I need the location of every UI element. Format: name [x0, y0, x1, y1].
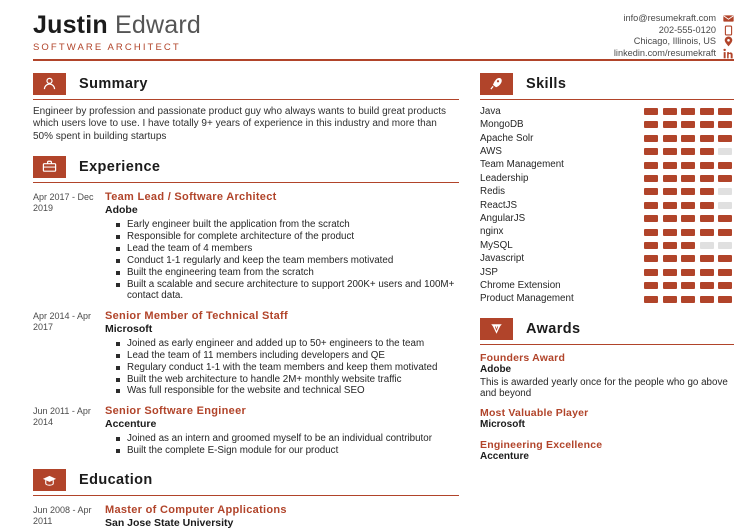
rating-square-filled	[663, 135, 677, 142]
skill-rating	[644, 188, 734, 195]
skill-list	[480, 105, 734, 306]
contact-phone[interactable]	[614, 25, 734, 37]
contact-location[interactable]	[614, 36, 734, 48]
award-org: Microsoft	[480, 419, 525, 431]
skill-name: MongoDB	[480, 119, 524, 131]
entry-company: Adobe	[105, 203, 138, 216]
experience-entry	[33, 310, 459, 398]
skill-row	[480, 279, 734, 292]
rating-square-filled	[663, 108, 677, 115]
skill-name: Apache Solr	[480, 132, 534, 144]
rating-square-filled	[663, 296, 677, 303]
bullet-item: Built the web architecture to handle 2M+ monthly website traffic	[127, 374, 459, 385]
rating-square-filled	[681, 175, 695, 182]
summary-title: Summary	[79, 75, 148, 92]
skill-rating	[644, 148, 734, 155]
skill-name: Leadership	[480, 172, 529, 184]
entry-bullets	[105, 433, 459, 456]
rating-square-filled	[700, 121, 714, 128]
rating-square-filled	[663, 148, 677, 155]
resume-body	[0, 61, 750, 530]
rating-square-filled	[663, 269, 677, 276]
rating-square-filled	[663, 202, 677, 209]
summary-text: Engineer by profession and passionate product guy who always wants to build great products which users love to use. I have totally 9+ years of experience in this industry and more than 50% spent in building startups	[33, 105, 447, 143]
rating-square-empty	[718, 188, 732, 195]
skill-rating	[644, 215, 734, 222]
entry-main	[105, 310, 459, 398]
skill-row	[480, 199, 734, 212]
section-awards	[480, 318, 734, 464]
bullet-item: Responsible for complete architecture of the product	[127, 231, 459, 242]
contact-linkedin-text: linkedin.com/resumekraft	[613, 47, 716, 58]
skill-name: Java	[480, 105, 501, 117]
rating-square-filled	[681, 202, 695, 209]
education-heading	[33, 469, 459, 491]
rating-square-filled	[644, 175, 658, 182]
skills-rule	[480, 99, 734, 100]
section-summary	[33, 73, 459, 144]
rating-square-filled	[700, 148, 714, 155]
skill-row	[480, 292, 734, 305]
rating-square-filled	[700, 269, 714, 276]
entry-main	[105, 405, 459, 457]
rating-square-filled	[644, 162, 658, 169]
rating-square-filled	[700, 229, 714, 236]
skills-heading	[480, 73, 734, 95]
skill-row	[480, 225, 734, 238]
experience-entry	[33, 191, 459, 302]
bullet-item: Lead the team of 11 members including developers and QE	[127, 350, 459, 361]
rating-square-filled	[681, 108, 695, 115]
skill-name: nginx	[480, 226, 504, 238]
entry-main	[105, 504, 459, 530]
skill-row	[480, 252, 734, 265]
rating-square-filled	[663, 282, 677, 289]
award-org: Accenture	[480, 451, 529, 463]
skill-name: AngularJS	[480, 213, 526, 225]
person-icon	[33, 73, 66, 95]
section-experience	[33, 156, 459, 457]
award-medal-icon	[480, 318, 513, 340]
bullet-item: Lead the team of 4 members	[127, 243, 459, 254]
rating-square-filled	[718, 121, 732, 128]
skill-row	[480, 105, 734, 118]
skill-row	[480, 212, 734, 225]
skill-rating	[644, 229, 734, 236]
award-title: Founders Award	[480, 352, 566, 365]
skill-rating	[644, 282, 734, 289]
skill-name: Javascript	[480, 253, 525, 265]
rating-square-filled	[681, 215, 695, 222]
summary-heading	[33, 73, 459, 95]
rating-square-filled	[644, 148, 658, 155]
skill-row	[480, 118, 734, 131]
location-pin-icon	[723, 36, 734, 47]
bullet-item: Conduct 1-1 regularly and keep the team members motivated	[127, 255, 459, 266]
rating-square-filled	[718, 296, 732, 303]
rating-square-filled	[700, 108, 714, 115]
rating-square-empty	[718, 242, 732, 249]
rating-square-filled	[718, 162, 732, 169]
rating-square-filled	[681, 296, 695, 303]
full-name	[33, 12, 201, 39]
rating-square-filled	[644, 229, 658, 236]
entry-dates: Apr 2014 - Apr 2017	[33, 310, 92, 332]
rating-square-filled	[663, 121, 677, 128]
experience-entries	[33, 191, 459, 457]
envelope-icon	[723, 13, 734, 24]
rating-square-filled	[700, 296, 714, 303]
bullet-item: Built a scalable and secure architecture to support 200K+ users and 100M+ contact data.	[127, 279, 459, 302]
left-column	[33, 61, 473, 530]
rating-square-empty	[718, 148, 732, 155]
rating-square-filled	[700, 202, 714, 209]
rating-square-filled	[681, 269, 695, 276]
rating-square-filled	[700, 162, 714, 169]
skill-name: Product Management	[480, 293, 574, 305]
skill-row	[480, 185, 734, 198]
rating-square-filled	[644, 282, 658, 289]
entry-main	[105, 191, 459, 302]
phone-icon	[723, 25, 734, 36]
rating-square-filled	[700, 215, 714, 222]
rating-square-filled	[700, 255, 714, 262]
skills-title: Skills	[526, 75, 567, 92]
award-desc: This is awarded yearly once for the people who go above and beyond	[480, 376, 728, 400]
awards-heading	[480, 318, 734, 340]
skill-name: Team Management	[480, 159, 564, 171]
rating-square-filled	[644, 269, 658, 276]
entry-role: Senior Software Engineer	[105, 405, 247, 418]
contact-block	[614, 10, 734, 59]
award-title: Engineering Excellence	[480, 438, 603, 451]
briefcase-icon	[33, 156, 66, 178]
entry-school: San Jose State University	[105, 517, 234, 530]
skill-name: Redis	[480, 186, 506, 198]
bullet-item: Joined as an intern and groomed myself to be an individual contributor	[127, 433, 459, 444]
rating-square-filled	[644, 296, 658, 303]
summary-rule	[33, 99, 459, 100]
entry-role: Senior Member of Technical Staff	[105, 309, 288, 322]
bullet-item: Joined as early engineer and added up to 50+ engineers to the team	[127, 338, 459, 349]
entry-dates: Jun 2008 - Apr 2011	[33, 505, 92, 527]
job-title: SOFTWARE ARCHITECT	[33, 42, 181, 53]
right-column	[473, 61, 734, 530]
first-name: Justin	[33, 11, 108, 39]
rating-square-empty	[718, 202, 732, 209]
education-rule	[33, 495, 459, 496]
rating-square-filled	[644, 255, 658, 262]
rating-square-filled	[718, 282, 732, 289]
skill-rating	[644, 108, 734, 115]
award-item	[480, 352, 734, 400]
skill-row	[480, 145, 734, 158]
skill-row	[480, 158, 734, 171]
rating-square-filled	[681, 148, 695, 155]
contact-email[interactable]	[614, 13, 734, 25]
rating-square-filled	[644, 121, 658, 128]
rating-square-filled	[681, 162, 695, 169]
rating-square-filled	[663, 162, 677, 169]
rating-square-filled	[681, 135, 695, 142]
skill-name: Chrome Extension	[480, 279, 561, 291]
entry-role: Team Lead / Software Architect	[105, 190, 277, 203]
bullet-item: Regulary conduct 1-1 with the team members and keep them motivated	[127, 362, 459, 373]
skill-row	[480, 239, 734, 252]
skill-name: MySQL	[480, 239, 513, 251]
award-item	[480, 407, 734, 432]
entry-dates: Apr 2017 - Dec 2019	[33, 191, 94, 213]
rating-square-filled	[681, 282, 695, 289]
rating-square-filled	[700, 175, 714, 182]
rating-square-filled	[663, 229, 677, 236]
contact-linkedin[interactable]	[614, 48, 734, 60]
rating-square-filled	[700, 282, 714, 289]
rating-square-filled	[644, 135, 658, 142]
skill-rating	[644, 175, 734, 182]
skill-rating	[644, 121, 734, 128]
rating-square-filled	[663, 255, 677, 262]
contact-email-text: info@resumekraft.com	[623, 13, 716, 23]
section-skills	[480, 73, 734, 306]
entry-company: Microsoft	[105, 322, 153, 335]
rating-square-filled	[700, 188, 714, 195]
experience-title: Experience	[79, 158, 161, 175]
entry-bullets	[105, 219, 459, 301]
rating-square-filled	[718, 175, 732, 182]
rocket-icon	[480, 73, 513, 95]
skill-row	[480, 172, 734, 185]
entry-bullets	[105, 338, 459, 397]
rating-square-filled	[718, 229, 732, 236]
contact-phone-text: 202-555-0120	[658, 24, 716, 35]
rating-square-filled	[663, 215, 677, 222]
experience-entry	[33, 405, 459, 457]
awards-rule	[480, 344, 734, 345]
rating-square-filled	[681, 255, 695, 262]
bullet-item: Early engineer built the application from the scratch	[127, 219, 459, 230]
award-title: Most Valuable Player	[480, 407, 589, 420]
name-block	[33, 10, 201, 53]
rating-square-filled	[663, 188, 677, 195]
skill-row	[480, 266, 734, 279]
award-org: Adobe	[480, 364, 512, 376]
rating-square-filled	[718, 255, 732, 262]
experience-rule	[33, 182, 459, 183]
skill-rating	[644, 162, 734, 169]
skill-name: JSP	[480, 266, 498, 278]
experience-heading	[33, 156, 459, 178]
rating-square-empty	[700, 242, 714, 249]
rating-square-filled	[644, 188, 658, 195]
rating-square-filled	[681, 188, 695, 195]
rating-square-filled	[681, 121, 695, 128]
bullet-item: Was full responsible for the website and technical SEO	[127, 385, 459, 396]
entry-dates: Jun 2011 - Apr 2014	[33, 406, 91, 428]
skill-row	[480, 132, 734, 145]
rating-square-filled	[681, 229, 695, 236]
rating-square-filled	[718, 135, 732, 142]
rating-square-filled	[663, 175, 677, 182]
skill-rating	[644, 242, 734, 249]
skill-rating	[644, 135, 734, 142]
awards-title: Awards	[526, 320, 581, 337]
education-title: Education	[79, 472, 153, 489]
rating-square-filled	[644, 108, 658, 115]
skill-rating	[644, 296, 734, 303]
education-entry	[33, 504, 459, 530]
graduation-cap-icon	[33, 469, 66, 491]
rating-square-filled	[644, 202, 658, 209]
rating-square-filled	[718, 215, 732, 222]
bullet-item: Built the engineering team from the scratch	[127, 267, 459, 278]
entry-company: Accenture	[105, 418, 157, 431]
linkedin-icon	[723, 48, 734, 59]
rating-square-filled	[718, 269, 732, 276]
rating-square-filled	[663, 242, 677, 249]
rating-square-filled	[681, 242, 695, 249]
skill-rating	[644, 269, 734, 276]
rating-square-filled	[700, 135, 714, 142]
skill-name: AWS	[480, 146, 502, 158]
resume-header	[0, 0, 750, 56]
skill-name: ReactJS	[480, 199, 518, 211]
entry-degree: Master of Computer Applications	[105, 504, 287, 517]
skill-rating	[644, 255, 734, 262]
contact-location-text: Chicago, Illinois, US	[633, 36, 716, 47]
bullet-item: Built the complete E-Sign module for our product	[127, 445, 459, 456]
rating-square-filled	[644, 242, 658, 249]
rating-square-filled	[644, 215, 658, 222]
rating-square-filled	[718, 108, 732, 115]
last-name: Edward	[114, 11, 201, 39]
award-item	[480, 439, 734, 464]
skill-rating	[644, 202, 734, 209]
